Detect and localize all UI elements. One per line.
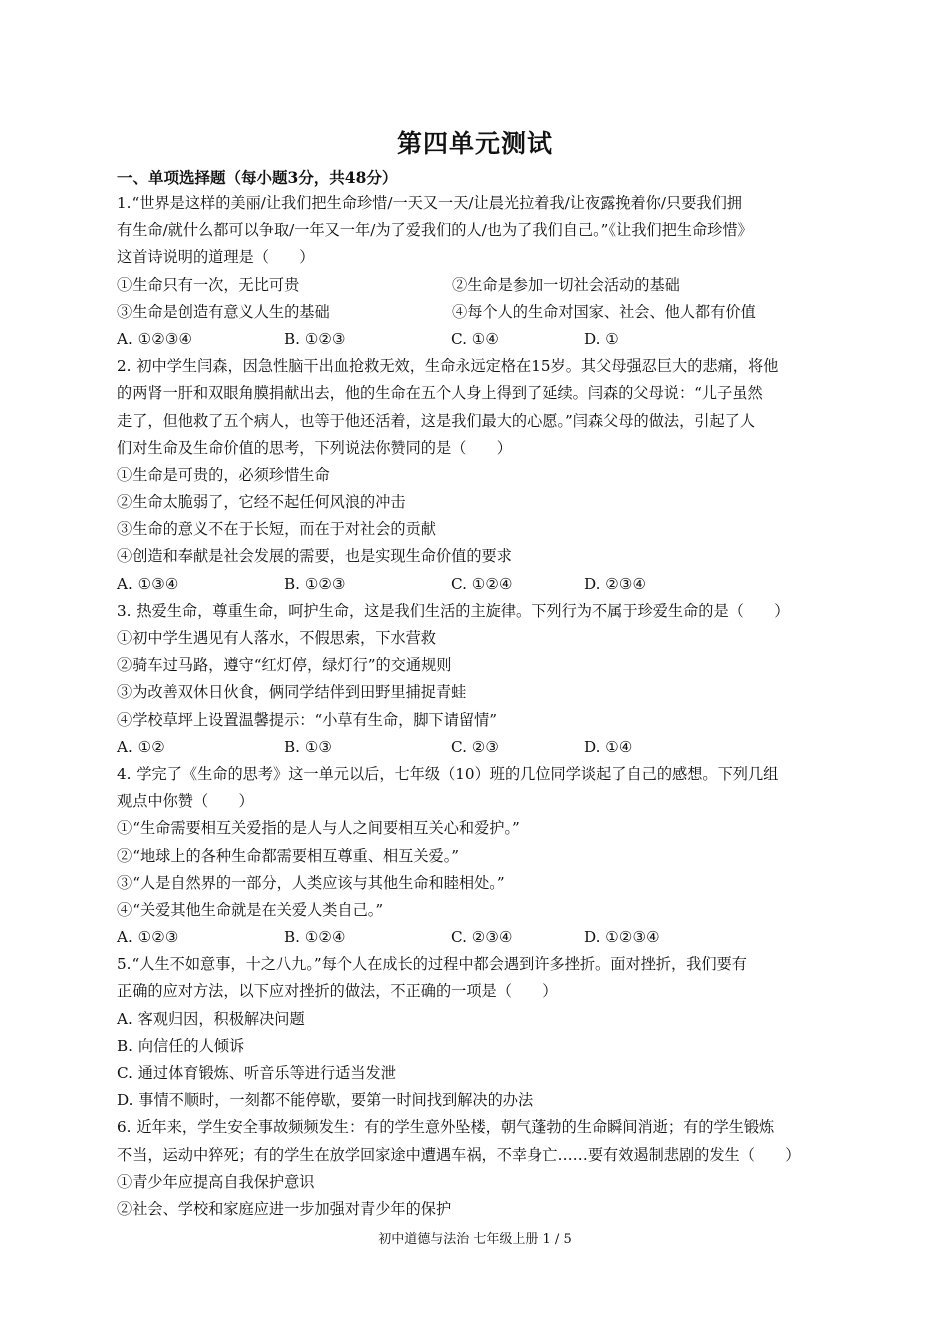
statement-item: ③“人是自然界的一部分，人类应该与其他生命和睦相处。”: [117, 873, 505, 892]
statement-item: ③生命的意义不在于长短，而在于对社会的贡献: [117, 520, 436, 539]
statement-row: [117, 299, 839, 326]
option-a: A. ①②: [117, 737, 165, 756]
answer-options: [117, 326, 839, 353]
option-a: A. ①③④: [117, 574, 179, 593]
statement-row: [117, 272, 839, 299]
answer-options: [117, 571, 839, 598]
statement-item: ②生命是参加一切社会活动的基础: [452, 275, 680, 294]
statement-item: ①青少年应提高自我保护意识: [117, 1172, 315, 1191]
option-a: A. 客观归因，积极解决问题: [117, 1009, 305, 1028]
question-stem-line: 5.“人生不如意事，十之八九。”每个人在成长的过程中都会遇到许多挫折。面对挫折，我们要有: [117, 955, 747, 974]
statement-item: ③生命是创造有意义人生的基础: [117, 302, 330, 321]
question-stem-line: 2. 初中学生闫森，因急性脑干出血抢救无效，生命永远定格在15岁。其父母强忍巨大的悲痛，将他: [117, 357, 779, 376]
option-b: B. ①②③: [284, 574, 346, 593]
statement-item: ②“地球上的各种生命都需要相互尊重、相互关爱。”: [117, 846, 460, 865]
statement-item: ②骑车过马路，遵守“红灯停，绿灯行”的交通规则: [117, 656, 452, 675]
question-stem-line: 6. 近年来，学生安全事故频频发生：有的学生意外坠楼，朝气蓬勃的生命瞬间消逝；有的学生锻炼: [117, 1118, 775, 1137]
option-d: D. ①②③④: [584, 928, 660, 947]
question-stem-line: 有生命/就什么都可以争取/一年又一年/为了爱我们的人/也为了我们自己。”《让我们把生命珍惜》: [117, 221, 753, 240]
option-b: B. ①②④: [284, 928, 346, 947]
answer-options: [117, 734, 839, 761]
option-b: B. ①②③: [284, 329, 346, 348]
question-stem-line: 走了，但他救了五个病人，也等于他还活着，这是我们最大的心愿。”闫森父母的做法，引起了人: [117, 411, 756, 430]
option-c: C. ①④: [451, 329, 499, 348]
option-c: C. ②③④: [451, 928, 513, 947]
question-4: [117, 761, 839, 951]
question-5: [117, 951, 839, 1114]
option-d: D. ②③④: [584, 574, 647, 593]
option-d: D. 事情不顺时，一刻都不能停歇，要第一时间找到解决的办法: [117, 1091, 534, 1110]
page-title: 第四单元测试: [396, 129, 553, 158]
statement-item: ④“关爱其他生命就是在关爱人类自己。”: [117, 900, 384, 919]
statement-item: ①“生命需要相互关爱指的是人与人之间要相互关心和爱护。”: [117, 819, 520, 838]
question-2: [117, 353, 839, 598]
statement-item: ④创造和奉献是社会发展的需要，也是实现生命价值的要求: [117, 547, 512, 566]
option-c: C. 通过体育锻炼、听音乐等进行适当发泄: [117, 1064, 396, 1082]
question-6: [117, 1114, 839, 1223]
statement-item: ③为改善双休日伙食，俩同学结伴到田野里捕捉青蛙: [117, 683, 467, 702]
question-stem-line: 不当，运动中猝死；有的学生在放学回家途中遭遇车祸，不幸身亡……要有效遏制悲剧的发生（ ）: [117, 1145, 801, 1164]
statement-item: ④每个人的生命对国家、社会、他人都有价值: [452, 302, 756, 321]
option-a: A. ①②③: [117, 928, 179, 947]
page-footer: 初中道德与法治 七年级上册 1 / 5: [378, 1232, 572, 1247]
question-3: [117, 598, 839, 761]
option-a: A. ①②③④: [117, 329, 193, 348]
question-stem-line: 的两肾一肝和双眼角膜捐献出去，他的生命在五个人身上得到了延续。闫森的父母说：“儿子虽然: [117, 384, 763, 403]
option-c: C. ②③: [451, 737, 499, 756]
option-c: C. ①②④: [451, 574, 513, 593]
question-stem-line: 正确的应对方法，以下应对挫折的做法，不正确的一项是（ ）: [117, 982, 558, 1001]
statement-item: ①初中学生遇见有人落水，不假思索，下水营救: [117, 629, 436, 647]
question-1: [117, 190, 839, 353]
option-b: B. ①③: [284, 737, 333, 756]
statement-item: ④学校草坪上设置温馨提示：“小草有生命，脚下请留情”: [117, 710, 498, 729]
statement-item: ①生命是可贵的，必须珍惜生命: [117, 465, 330, 484]
question-stem-line: 4. 学完了《生命的思考》这一单元以后，七年级（10）班的几位同学谈起了自己的感想。下列几组: [117, 764, 779, 783]
statement-item: ①生命只有一次，无比可贵: [117, 275, 300, 294]
option-b: B. 向信任的人倾诉: [117, 1036, 245, 1055]
question-stem-line: 们对生命及生命价值的思考，下列说法你赞同的是（ ）: [117, 438, 512, 457]
statement-item: ②社会、学校和家庭应进一步加强对青少年的保护: [117, 1199, 452, 1218]
statement-item: ②生命太脆弱了，它经不起任何风浪的冲击: [117, 493, 406, 512]
section-heading: 一、单项选择题（每小题3分，共48分）: [117, 168, 398, 187]
option-d: D. ①: [584, 329, 619, 348]
questions-content: [117, 190, 839, 1223]
question-stem-line: 3. 热爱生命，尊重生命，呵护生命，这是我们生活的主旋律。下列行为不属于珍爱生命的是（ ）: [117, 601, 790, 620]
question-stem-line: 这首诗说明的道理是（ ）: [117, 248, 315, 267]
question-stem-line: 观点中你赞（ ）: [117, 792, 254, 811]
question-stem-line: 1.“世界是这样的美丽/让我们把生命珍惜/一天又一天/让晨光拉着我/让夜露挽着你/只要我们拥: [117, 194, 742, 212]
answer-options: [117, 924, 839, 951]
option-d: D. ①④: [584, 737, 633, 756]
